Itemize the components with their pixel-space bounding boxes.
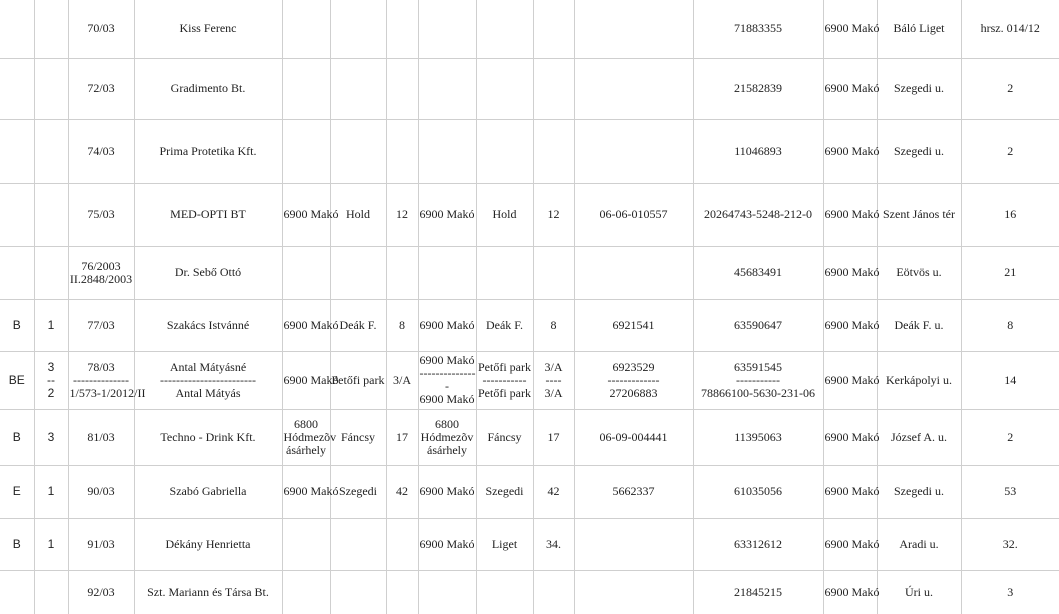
- tax-id-line: 78866100-5630-231-06: [701, 385, 815, 400]
- cell-seat-street: [330, 58, 386, 119]
- cell-tax-id: 21582839: [693, 58, 823, 119]
- cell-seat-city: 6900 Makó: [282, 351, 330, 409]
- company-id-line: 6923529: [612, 359, 655, 374]
- reg-no-line: 1/573-1/2012/II: [69, 385, 146, 400]
- cell-type: B: [0, 518, 34, 570]
- reg-no-line: --------------: [73, 372, 129, 387]
- site-city-line: ásárhely: [427, 442, 467, 457]
- site-street-line: -----------: [482, 372, 527, 387]
- cell-seat-number: 12: [386, 183, 418, 246]
- table-row: [0, 119, 1059, 183]
- cell-seat-street: [330, 518, 386, 570]
- cell-seat-city: 6900 Makó: [282, 465, 330, 518]
- cell-street: Úri u.: [877, 570, 961, 614]
- cell-company-id: 06-09-004441: [574, 409, 693, 465]
- cell-site-city: [418, 351, 476, 409]
- cell-company-id: 5662337: [574, 465, 693, 518]
- cell-tax-id: 63590647: [693, 299, 823, 351]
- site-city-line: -: [445, 379, 449, 393]
- reg-no-line: 78/03: [87, 359, 115, 374]
- cell-seat-city: [282, 409, 337, 465]
- cell-seat-street: [330, 119, 386, 183]
- cell-street: József A. u.: [877, 409, 961, 465]
- cell-count: [34, 246, 68, 299]
- cell-type: [0, 58, 34, 119]
- cell-seat-number: 17: [386, 409, 418, 465]
- cell-company-id: [574, 58, 693, 119]
- cell-reg-no: 70/03: [68, 0, 134, 58]
- cell-site-city: [418, 119, 476, 183]
- cell-seat-number: [386, 0, 418, 58]
- cell-type: [0, 246, 34, 299]
- cell-site-city: [418, 0, 476, 58]
- cell-type: B: [0, 299, 34, 351]
- cell-type: B: [0, 409, 34, 465]
- cell-seat-street: Petőfi park: [330, 351, 386, 409]
- cell-site-number: 42: [533, 465, 574, 518]
- cell-site-city: [418, 570, 476, 614]
- cell-reg-no: 74/03: [68, 119, 134, 183]
- cell-reg-no: 81/03: [68, 409, 134, 465]
- cell-site-street: [476, 58, 533, 119]
- cell-city: 6900 Makó: [823, 183, 877, 246]
- company-id-line: 27206883: [609, 385, 658, 400]
- cell-type: [0, 183, 34, 246]
- cell-street: Szegedi u.: [877, 119, 961, 183]
- cell-seat-city: [282, 246, 330, 299]
- cell-count: [34, 351, 68, 409]
- cell-street: Deák F. u.: [877, 299, 961, 351]
- site-city-line: Hódmezõv: [420, 429, 474, 444]
- cell-site-city: 6900 Makó: [418, 299, 476, 351]
- table-row: [0, 299, 1059, 351]
- cell-count: [34, 58, 68, 119]
- cell-number: 14: [961, 351, 1059, 409]
- cell-name: Techno - Drink Kft.: [134, 409, 282, 465]
- cell-name: Szabó Gabriella: [134, 465, 282, 518]
- cell-site-street: [476, 351, 533, 409]
- cell-reg-no: 91/03: [68, 518, 134, 570]
- site-city-line: 6900 Makó: [419, 392, 475, 406]
- cell-seat-street: Deák F.: [330, 299, 386, 351]
- cell-count: [34, 0, 68, 58]
- cell-city: 6900 Makó: [823, 409, 877, 465]
- tax-id-line: 63591545: [734, 359, 782, 374]
- cell-tax-id: 63312612: [693, 518, 823, 570]
- cell-seat-city: [282, 58, 330, 119]
- cell-site-city: 6900 Makó: [418, 183, 476, 246]
- cell-site-number: 12: [533, 183, 574, 246]
- cell-site-street: [476, 246, 533, 299]
- cell-name: MED-OPTI BT: [134, 183, 282, 246]
- table-row: [0, 465, 1059, 518]
- cell-site-city: 6900 Makó: [418, 518, 476, 570]
- cell-seat-street: [330, 570, 386, 614]
- cell-street: Báló Liget: [877, 0, 961, 58]
- cell-site-number: [533, 58, 574, 119]
- cell-site-street: Deák F.: [476, 299, 533, 351]
- site-street-line: Petőfi park: [478, 359, 531, 374]
- cell-street: Aradi u.: [877, 518, 961, 570]
- cell-type: E: [0, 465, 34, 518]
- cell-reg-no: 75/03: [68, 183, 134, 246]
- reg-no-line: II.2848/2003: [69, 271, 133, 286]
- cell-street: Szent János tér: [877, 183, 961, 246]
- cell-company-id: [574, 351, 693, 409]
- cell-seat-city: 6900 Makó: [282, 183, 330, 246]
- seat-city-line: 6800: [294, 416, 318, 431]
- cell-number: 32.: [961, 518, 1059, 570]
- cell-street: Eötvös u.: [877, 246, 961, 299]
- reg-no-line: 76/2003: [81, 258, 121, 273]
- cell-tax-id: 45683491: [693, 246, 823, 299]
- cell-count: [34, 119, 68, 183]
- cell-seat-city: 6900 Makó: [282, 299, 330, 351]
- site-city-line: --------------: [419, 366, 476, 380]
- cell-street: Kerkápolyi u.: [877, 351, 961, 409]
- cell-site-number: 8: [533, 299, 574, 351]
- cell-type: [0, 570, 34, 614]
- cell-name: Dr. Sebő Ottó: [134, 246, 282, 299]
- cell-company-id: 06-06-010557: [574, 183, 693, 246]
- cell-type: [0, 119, 34, 183]
- cell-seat-number: [386, 518, 418, 570]
- cell-tax-id: 21845215: [693, 570, 823, 614]
- cell-site-street: [476, 570, 533, 614]
- cell-seat-number: [386, 246, 418, 299]
- site-number-line: ----: [545, 372, 562, 387]
- name-line: Antal Mátyásné: [169, 359, 247, 374]
- cell-name: [134, 351, 282, 409]
- company-id-line: -------------: [607, 372, 660, 387]
- cell-count: 1: [34, 299, 68, 351]
- cell-site-street: Fáncsy: [476, 409, 533, 465]
- cell-company-id: [574, 570, 693, 614]
- cell-site-number: [533, 119, 574, 183]
- name-line: Antal Mátyás: [175, 385, 241, 400]
- cell-site-city: [418, 409, 476, 465]
- cell-seat-number: [386, 119, 418, 183]
- cell-site-number: 17: [533, 409, 574, 465]
- cell-site-city: [418, 246, 476, 299]
- cell-count: [34, 570, 68, 614]
- cell-seat-street: Hold: [330, 183, 386, 246]
- cell-name: Szakács Istvánné: [134, 299, 282, 351]
- cell-name: Kiss Ferenc: [134, 0, 282, 58]
- cell-tax-id: 61035056: [693, 465, 823, 518]
- cell-seat-number: 8: [386, 299, 418, 351]
- cell-site-number: [533, 0, 574, 58]
- cell-reg-no: [68, 246, 134, 299]
- count-line: --: [47, 372, 55, 387]
- count-line: 2: [47, 385, 55, 400]
- cell-reg-no: [68, 351, 146, 409]
- cell-city: 6900 Makó: [823, 299, 877, 351]
- cell-company-id: [574, 246, 693, 299]
- cell-seat-city: [282, 518, 330, 570]
- cell-site-street: [476, 0, 533, 58]
- seat-city-line: ásárhely: [286, 442, 326, 457]
- site-street-line: Petőfi park: [478, 385, 531, 400]
- cell-count: [34, 183, 68, 246]
- cell-street: Szegedi u.: [877, 465, 961, 518]
- tax-id-line: -----------: [736, 372, 780, 387]
- cell-tax-id: [693, 351, 823, 409]
- cell-seat-number: 42: [386, 465, 418, 518]
- cell-name: Gradimento Bt.: [134, 58, 282, 119]
- site-city-line: 6900 Makó: [419, 353, 475, 367]
- cell-reg-no: 92/03: [68, 570, 134, 614]
- cell-seat-street: [330, 246, 386, 299]
- cell-seat-street: Fáncsy: [330, 409, 386, 465]
- cell-company-id: 6921541: [574, 299, 693, 351]
- table-row: [0, 351, 1059, 409]
- table-row: [0, 246, 1059, 299]
- cell-city: 6900 Makó: [823, 518, 877, 570]
- cell-city: 6900 Makó: [823, 119, 877, 183]
- cell-city: 6900 Makó: [823, 570, 877, 614]
- cell-seat-city: [282, 570, 330, 614]
- cell-name: Szt. Mariann és Társa Bt.: [134, 570, 282, 614]
- cell-site-street: Liget: [476, 518, 533, 570]
- cell-number: 16: [961, 183, 1059, 246]
- cell-seat-street: [330, 0, 386, 58]
- cell-reg-no: 77/03: [68, 299, 134, 351]
- cell-company-id: [574, 119, 693, 183]
- cell-site-street: Szegedi: [476, 465, 533, 518]
- cell-name: Prima Protetika Kft.: [134, 119, 282, 183]
- cell-number: 21: [961, 246, 1059, 299]
- cell-city: 6900 Makó: [823, 465, 877, 518]
- cell-seat-city: [282, 0, 330, 58]
- cell-city: 6900 Makó: [823, 58, 877, 119]
- cell-reg-no: 90/03: [68, 465, 134, 518]
- count-line: 3: [47, 359, 55, 374]
- cell-city: 6900 Makó: [823, 0, 877, 58]
- cell-company-id: [574, 0, 693, 58]
- cell-seat-number: 3/A: [386, 351, 418, 409]
- cell-tax-id: 11395063: [693, 409, 823, 465]
- cell-seat-city: [282, 119, 330, 183]
- cell-number: 2: [961, 409, 1059, 465]
- table-row: [0, 570, 1059, 614]
- cell-seat-street: Szegedi: [330, 465, 386, 518]
- table-row: [0, 409, 1059, 465]
- cell-count: 1: [34, 518, 68, 570]
- cell-site-number: [533, 570, 574, 614]
- cell-site-number: [533, 351, 574, 409]
- cell-number: 3: [961, 570, 1059, 614]
- cell-count: 3: [34, 409, 68, 465]
- cell-reg-no: 72/03: [68, 58, 134, 119]
- cell-site-street: [476, 119, 533, 183]
- cell-site-number: [533, 246, 574, 299]
- cell-name: Dékány Henrietta: [134, 518, 282, 570]
- cell-street: Szegedi u.: [877, 58, 961, 119]
- site-number-line: 3/A: [544, 359, 563, 374]
- cell-city: 6900 Makó: [823, 246, 877, 299]
- cell-site-number: 34.: [533, 518, 574, 570]
- name-line: ------------------------: [160, 372, 256, 387]
- cell-type: BE: [0, 351, 34, 409]
- site-number-line: 3/A: [544, 385, 563, 400]
- cell-city: 6900 Makó: [823, 351, 877, 409]
- table-row: [0, 58, 1059, 119]
- cell-count: 1: [34, 465, 68, 518]
- table-row: [0, 518, 1059, 570]
- cell-seat-number: [386, 58, 418, 119]
- table-row: [0, 183, 1059, 246]
- cell-company-id: [574, 518, 693, 570]
- cell-tax-id: 71883355: [693, 0, 823, 58]
- site-city-line: 6800: [435, 416, 459, 431]
- seat-city-line: Hódmezõv: [283, 429, 337, 444]
- cell-number: 53: [961, 465, 1059, 518]
- cell-site-city: [418, 58, 476, 119]
- cell-tax-id: 20264743-5248-212-0: [693, 183, 823, 246]
- cell-number: 2: [961, 58, 1059, 119]
- cell-site-city: 6900 Makó: [418, 465, 476, 518]
- cell-number: hrsz. 014/12: [961, 0, 1059, 58]
- cell-number: 2: [961, 119, 1059, 183]
- table-row: [0, 0, 1059, 58]
- cell-site-street: Hold: [476, 183, 533, 246]
- cell-seat-number: [386, 570, 418, 614]
- cell-type: [0, 0, 34, 58]
- cell-tax-id: 11046893: [693, 119, 823, 183]
- cell-number: 8: [961, 299, 1059, 351]
